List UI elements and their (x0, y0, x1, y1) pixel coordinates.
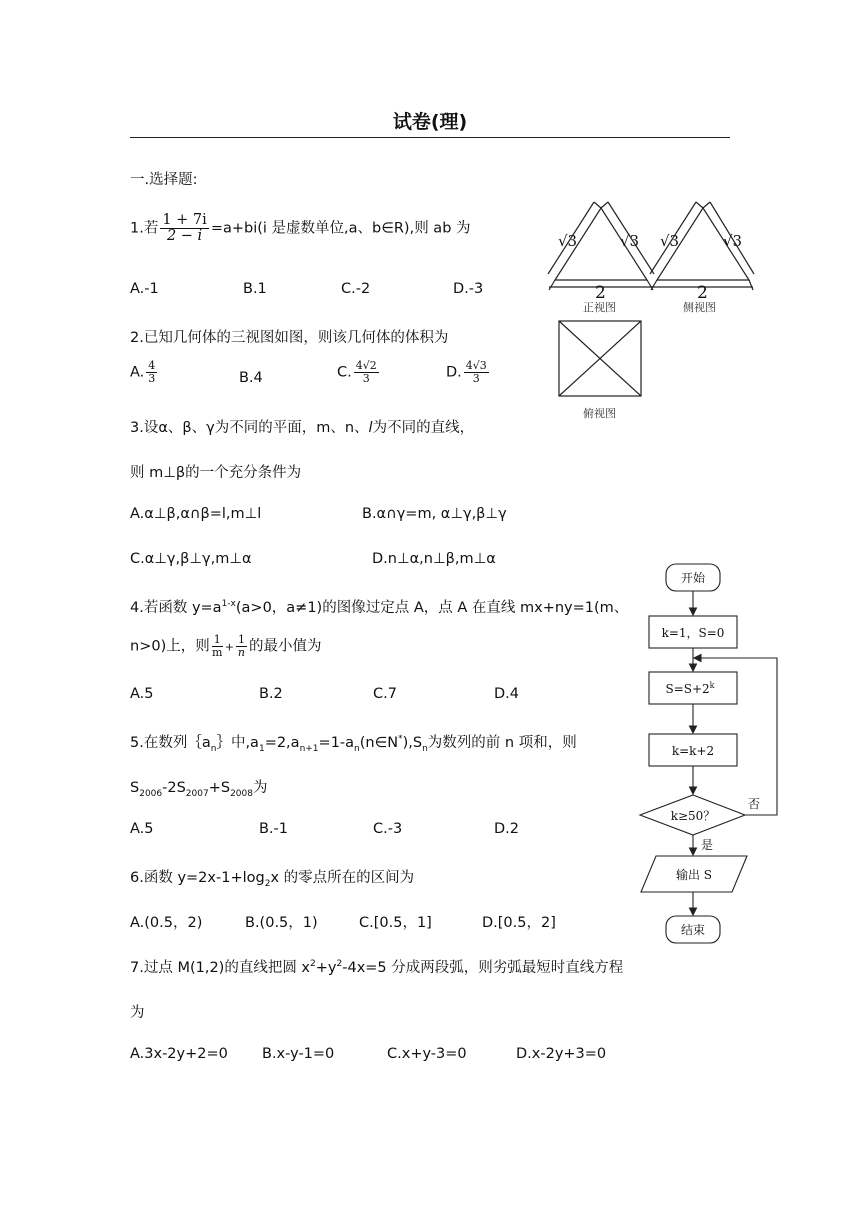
q5-line2-end: 为 (252, 780, 268, 796)
q2-option-d-numerator: 4√3 (465, 359, 487, 372)
q6-option-a: A.(0.5，2) (130, 915, 203, 931)
q5-text-3: =2,a (264, 735, 300, 751)
q4-fraction-m (212, 634, 223, 659)
q2-option-a-label: A. (130, 364, 145, 381)
question-7-line-2: 为 (130, 1005, 145, 1021)
q2-option-d (446, 360, 491, 385)
flow-start-label: 开始 (680, 571, 706, 585)
q7-option-d: D.x-2y+3=0 (516, 1046, 607, 1062)
q3-option-d: D.n⊥α,n⊥β,m⊥α (372, 551, 496, 567)
flow-init-label: k=1，S=0 (661, 626, 725, 640)
q7-text-c: -4x=5 分成两段弧，则劣弧最短时直线方程 (342, 960, 624, 976)
side-view-label: 侧视图 (683, 301, 716, 314)
flow-end-label: 结束 (680, 923, 706, 937)
q1-option-d: D.-3 (453, 281, 484, 297)
top-view-label: 俯视图 (583, 407, 616, 420)
q2-option-c-numerator: 4√2 (355, 359, 377, 372)
q2-option-a-numerator: 4 (148, 359, 156, 372)
q5-sub-n2: n (354, 743, 360, 754)
front-dim-tick-l (594, 202, 601, 208)
q4-option-d: D.4 (494, 686, 519, 702)
q3-option-b: B.α∩γ=m, α⊥γ,β⊥γ (362, 506, 507, 522)
q5-option-a: A.5 (130, 821, 154, 837)
q5-line2-minus: -2S (162, 780, 186, 796)
q5-sub-2008: 2008 (230, 788, 253, 799)
q2-option-a-fraction (146, 360, 157, 385)
q4-line2-text-a: n>0)上，则 (130, 638, 210, 655)
q7-option-b: B.x-y-1=0 (262, 1046, 335, 1062)
side-base-length: 2 (697, 283, 708, 303)
question-2: 2.已知几何体的三视图如图，则该几何体的体积为 (130, 330, 449, 346)
flow-step1-label (665, 681, 714, 696)
q6-option-d: D.[0.5，2] (482, 915, 556, 931)
flow-step1-sup: k (709, 681, 715, 690)
q4-fraction-m-numerator: 1 (213, 633, 221, 646)
side-dim-ext-right (749, 280, 753, 290)
q2-option-b: B.4 (239, 370, 263, 386)
title-divider (130, 137, 730, 138)
q5-line2-s: S (130, 780, 140, 796)
q4-text-a: 4.若函数 y=a (130, 600, 222, 616)
q4-exponent: 1-x (221, 599, 236, 610)
q2-option-a-denominator: 3 (148, 372, 156, 385)
q5-sub-2007: 2007 (185, 788, 209, 799)
q4-fraction-n-denominator: n (237, 646, 245, 659)
question-7-line-1 (130, 956, 623, 977)
q6-option-b: B.(0.5，1) (245, 915, 318, 931)
q2-option-c (337, 360, 381, 385)
q3-text-b: 为不同的直线， (372, 420, 475, 436)
q3-option-c: C.α⊥γ,β⊥γ,m⊥α (130, 551, 252, 567)
q1-suffix: =a+bi(i 是虚数单位,a、b∈R),则 ab 为 (210, 220, 471, 237)
question-4-line-2 (130, 634, 321, 659)
question-5-line-1 (130, 731, 577, 752)
q4-fraction-n (236, 634, 247, 659)
flowchart (632, 558, 782, 950)
question-4-line-1 (130, 596, 628, 617)
q2-option-a (130, 360, 159, 385)
q5-sub-n3: n (422, 743, 428, 754)
side-dim-tick-l (696, 202, 703, 208)
front-dim-ext-left (549, 280, 555, 290)
q2-option-d-fraction (464, 360, 489, 385)
q4-plus-sign: + (224, 640, 234, 654)
q5-sup-star: * (398, 734, 403, 745)
flow-output-label: 输出 S (675, 868, 713, 882)
q7-sup-2b: 2 (336, 959, 343, 970)
q5-sub-2006: 2006 (139, 788, 163, 799)
q1-option-a: A.-1 (130, 281, 159, 297)
q5-text-4: =1-a (318, 735, 355, 751)
side-right-length: √3 (723, 232, 743, 250)
three-view-diagram (545, 198, 755, 423)
q4-fraction-n-numerator: 1 (237, 633, 245, 646)
question-3-line-2: 则 m⊥β的一个充分条件为 (130, 465, 302, 481)
side-dim-ext-left (651, 280, 657, 290)
q5-option-d: D.2 (494, 821, 519, 837)
question-6 (130, 866, 414, 887)
q3-option-a: A.α⊥β,α∩β=l,m⊥l (130, 506, 262, 522)
q6-option-c: C.[0.5，1] (359, 915, 432, 931)
q6-sub-2: 2 (264, 878, 271, 889)
q7-text-b: +y (315, 960, 337, 976)
q4-fraction-m-denominator: m (212, 646, 223, 659)
q5-text-6: ),S (402, 735, 423, 751)
flow-step1-text: S=S+2 (665, 682, 710, 696)
front-right-length: √3 (620, 232, 640, 250)
q2-option-d-denominator: 3 (472, 372, 480, 385)
q2-option-c-fraction (354, 360, 379, 385)
q7-text-a: 7.过点 M(1,2)的直线把圆 x (130, 960, 311, 976)
q4-text-b: (a>0，a≠1)的图像过定点 A，点 A 在直线 mx+ny=1(m、 (235, 600, 629, 616)
question-3-line-1 (130, 416, 474, 437)
q1-option-b: B.1 (243, 281, 267, 297)
q5-sub-n1: n+1 (299, 743, 319, 754)
front-view-label: 正视图 (583, 301, 616, 314)
front-base-length: 2 (595, 283, 606, 303)
q5-line2-plus: +S (208, 780, 231, 796)
q2-option-c-label: C. (337, 364, 352, 381)
q1-fraction (160, 213, 208, 244)
q2-option-d-label: D. (446, 364, 462, 381)
q4-option-b: B.2 (259, 686, 283, 702)
q5-option-b: B.-1 (259, 821, 289, 837)
q2-option-c-denominator: 3 (362, 372, 370, 385)
page-title: 试卷(理) (392, 111, 468, 133)
q7-option-c: C.x+y-3=0 (387, 1046, 467, 1062)
q5-text-7: 为数列的前 n 项和，则 (427, 735, 577, 751)
q1-fraction-numerator: 1 + 7i (162, 212, 207, 228)
q6-text-a: 6.函数 y=2x-1+log (130, 870, 265, 886)
q3-text-a: 3.设α、β、γ为不同的平面，m、n、 (130, 420, 369, 436)
q4-option-a: A.5 (130, 686, 154, 702)
section-heading: 一.选择题: (130, 172, 198, 188)
q5-text-1: 5.在数列｛a (130, 735, 211, 751)
q6-text-b: x 的零点所在的区间为 (270, 870, 415, 886)
flow-decision-label: k≥50？ (670, 809, 716, 823)
q4-option-c: C.7 (373, 686, 397, 702)
q1-fraction-denominator: 2 − i (166, 228, 203, 244)
q7-option-a: A.3x-2y+2=0 (130, 1046, 228, 1062)
question-5-line-2 (130, 776, 267, 797)
q3-l-symbol: l (368, 420, 373, 436)
q5-text-2: ｝中,a (216, 735, 259, 751)
q5-text-5: (n∈N (359, 735, 399, 751)
front-left-length: √3 (558, 232, 578, 250)
question-1 (130, 213, 471, 244)
flow-yes-label: 是 (700, 838, 714, 852)
side-dim-tick-r (703, 202, 710, 208)
q7-sup-2a: 2 (310, 959, 316, 970)
q1-option-c: C.-2 (341, 281, 371, 297)
q5-option-c: C.-3 (373, 821, 403, 837)
front-dim-tick-r (601, 202, 608, 208)
q4-line2-text-b: 的最小值为 (248, 638, 322, 655)
flow-step2-label: k=k+2 (671, 744, 715, 758)
q5-sub-1: 1 (258, 743, 265, 754)
q5-sub-n: n (210, 743, 217, 754)
flow-no-label: 否 (747, 797, 761, 811)
q1-prefix: 1.若 (130, 220, 159, 237)
side-left-length: √3 (660, 232, 680, 250)
